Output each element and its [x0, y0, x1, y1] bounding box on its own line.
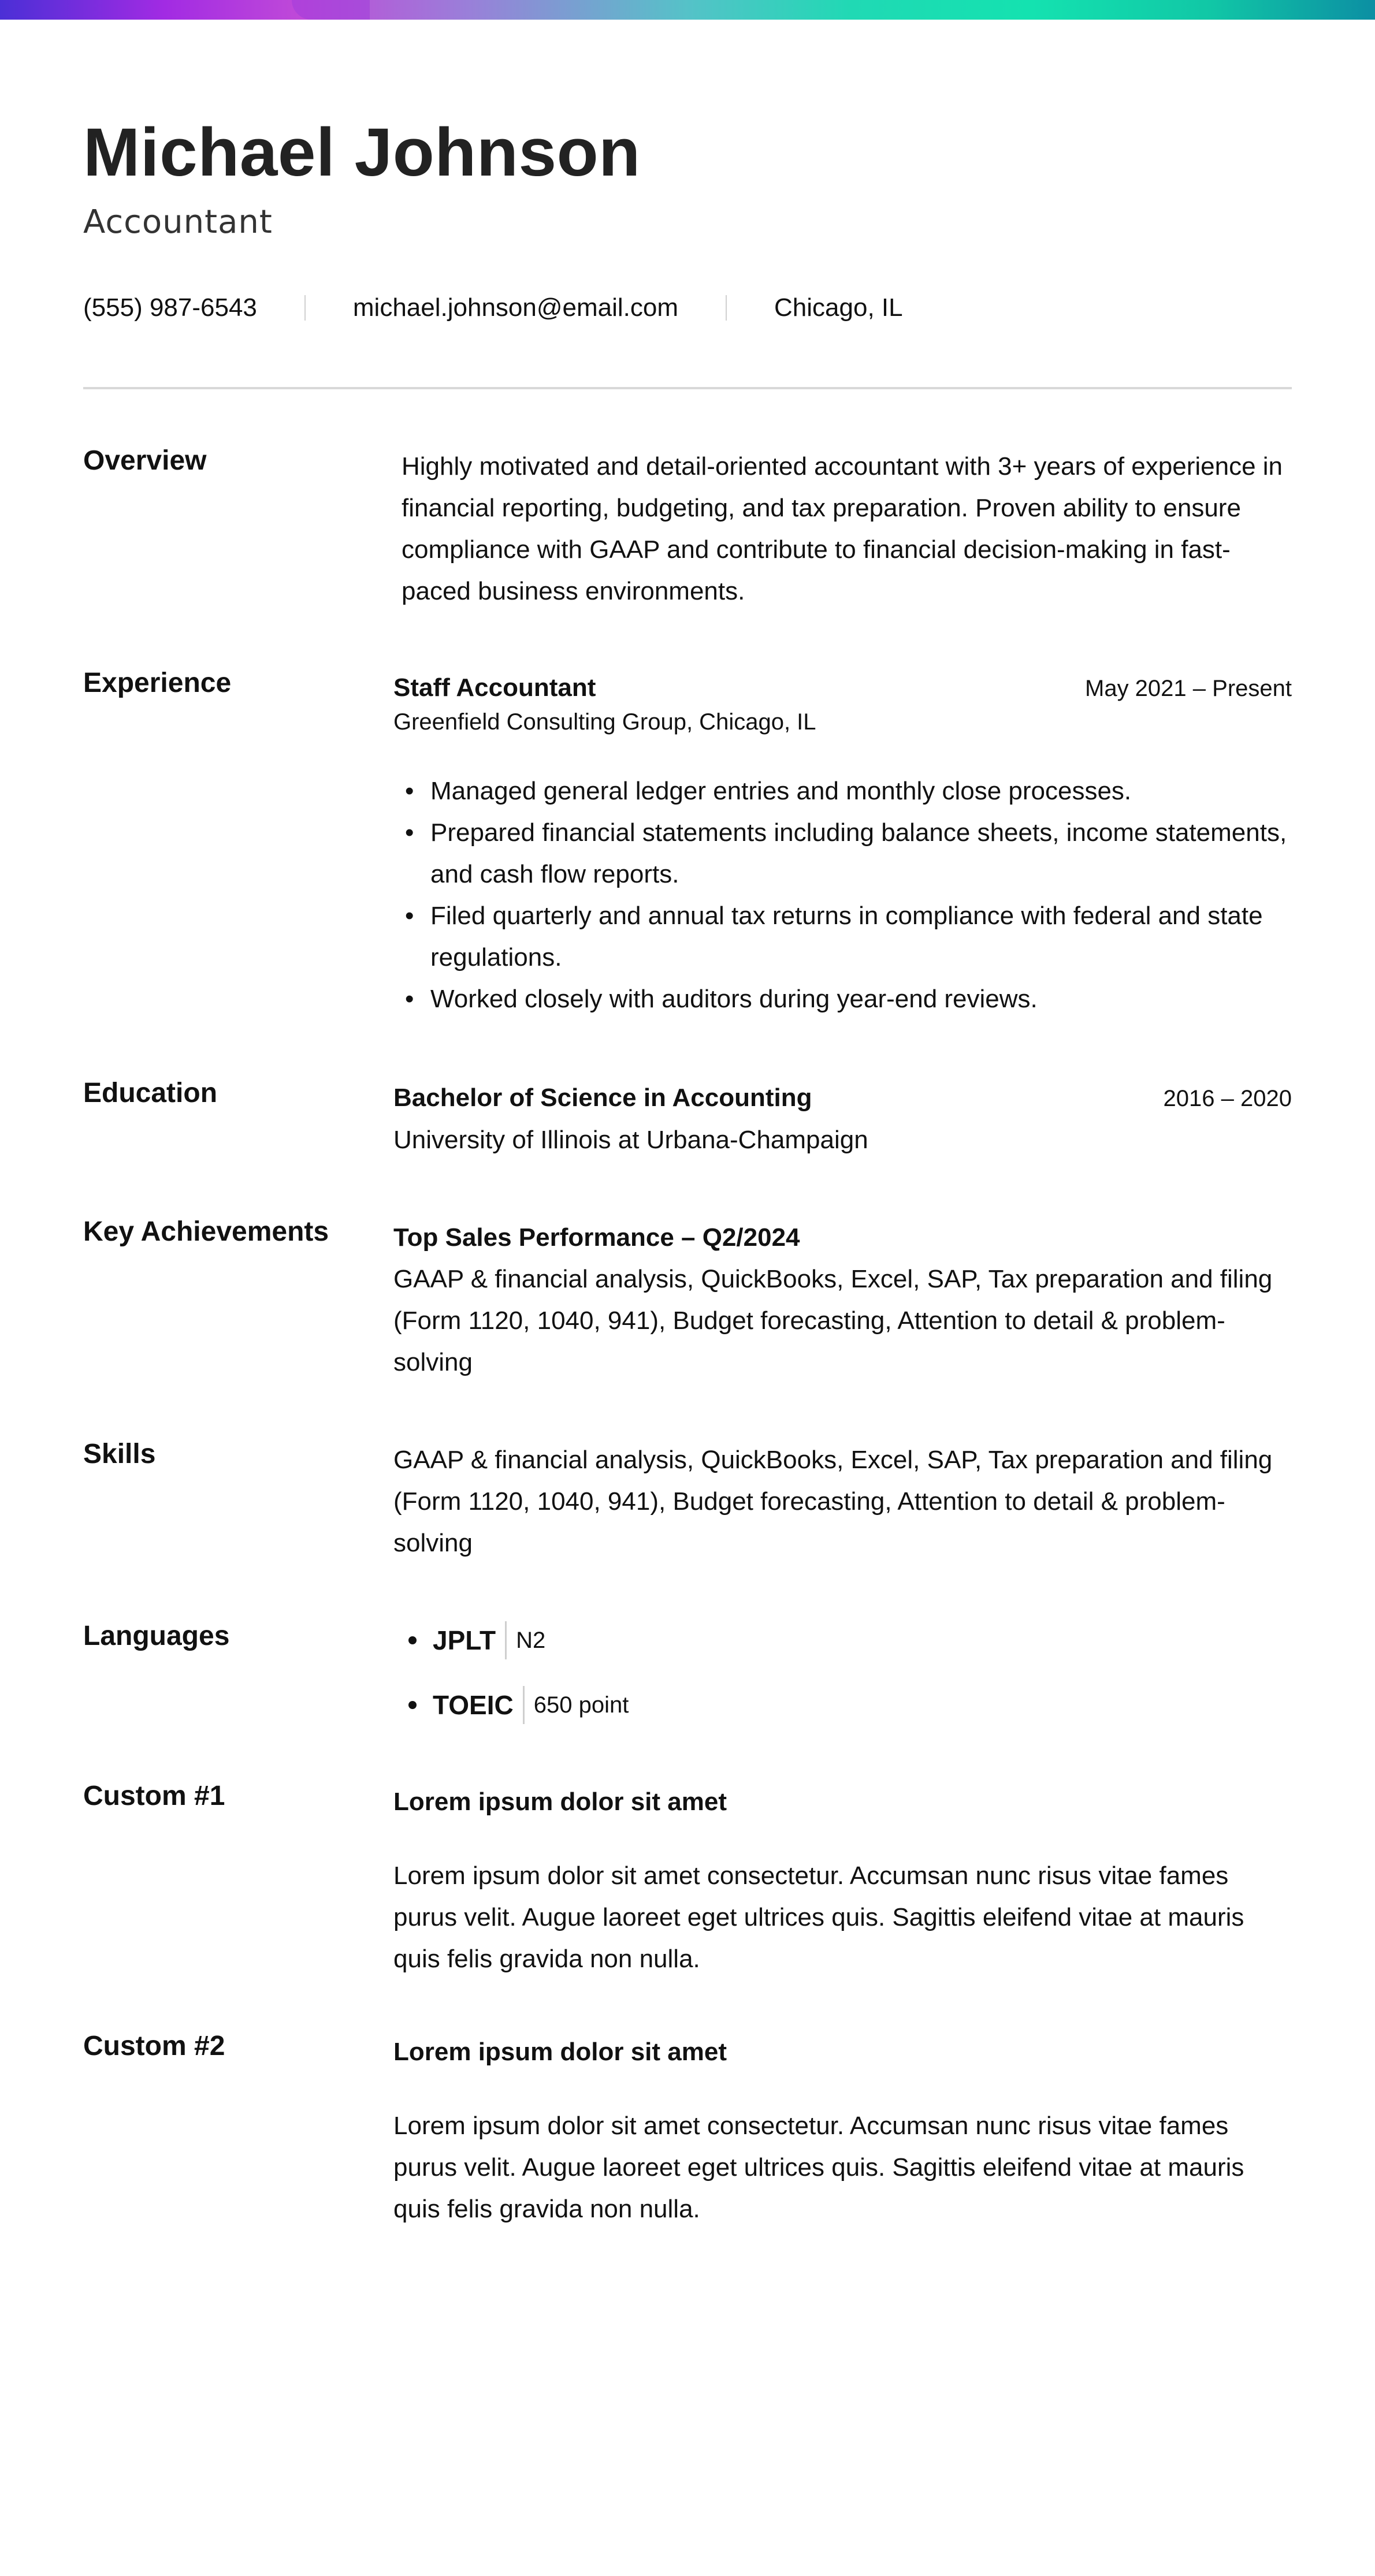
language-level: 650 point: [533, 1692, 629, 1718]
languages-entry: [393, 1620, 1292, 1749]
language-name: JPLT: [433, 1625, 496, 1655]
bullet-icon: •: [405, 818, 414, 847]
bullet-icon: •: [405, 902, 414, 930]
experience-bullets: [393, 770, 1292, 1020]
language-level: N2: [516, 1628, 546, 1653]
section-title-custom-2: Custom #2: [83, 2031, 225, 2061]
overview-text: Highly motivated and detail-oriented accountant with 3+ years of experience in financial reporting, budgeting, and tax preparation. Proven ability to ensure compliance with GAAP and contribute to financial decision-making in fast-paced business environments.: [402, 452, 1283, 605]
school-name: University of Illinois at Urbana-Champaign: [393, 1126, 868, 1154]
list-item: [393, 1620, 1292, 1661]
bullet-icon: [408, 1636, 417, 1644]
section-title-custom-1: Custom #1: [83, 1781, 225, 1811]
experience-header: [393, 667, 1292, 709]
language-name: TOEIC: [433, 1690, 514, 1720]
bullet-text: Filed quarterly and annual tax returns in compliance with federal and state regulations.: [430, 902, 1263, 971]
custom-2-text: Lorem ipsum dolor sit amet consectetur. Accumsan nunc risus vitae fames purus velit. Augue laoreet eget ultrices quis. Sagittis eleifend vitae at mauris quis felis gravida non nulla.: [393, 2112, 1244, 2223]
custom-1-heading: Lorem ipsum dolor sit amet: [393, 1788, 727, 1816]
list-item: [393, 895, 1292, 978]
bullet-text: Managed general ledger entries and monthly close processes.: [430, 777, 1132, 805]
bullet-icon: [408, 1701, 417, 1709]
contact-divider: [304, 295, 306, 321]
custom-2-entry: [393, 2031, 1292, 2230]
education-entry: [393, 1077, 1292, 1161]
bullet-icon: •: [405, 777, 414, 805]
list-item: [393, 978, 1292, 1020]
language-divider: [523, 1686, 525, 1724]
contact-location: Chicago, IL: [774, 293, 903, 322]
custom-1-text: Lorem ipsum dolor sit amet consectetur. Accumsan nunc risus vitae fames purus velit. Augue laoreet eget ultrices quis. Sagittis eleifend vitae at mauris quis felis gravida non nulla.: [393, 1862, 1244, 1973]
list-item: [393, 770, 1292, 812]
job-dates: May 2021 – Present: [1085, 676, 1292, 701]
bullet-icon: •: [405, 985, 414, 1013]
language-divider: [505, 1621, 507, 1659]
contact-phone: (555) 987-6543: [83, 293, 257, 322]
contact-row: [83, 293, 903, 322]
achievement-heading: Top Sales Performance – Q2/2024: [393, 1223, 800, 1252]
section-title-achievements: Key Achievements: [83, 1216, 329, 1247]
custom-1-entry: [393, 1781, 1292, 1980]
list-item: [393, 1684, 1292, 1726]
achievement-text: GAAP & financial analysis, QuickBooks, Excel, SAP, Tax preparation and filing (Form 1120, 1040, 941), Budget forecasting, Attention to detail & problem-solving: [393, 1265, 1273, 1376]
degree-title: Bachelor of Science in Accounting: [393, 1084, 812, 1112]
section-title-experience: Experience: [83, 668, 232, 698]
top-bar-tab: [292, 0, 370, 20]
header-divider: [83, 387, 1292, 389]
company-name: Greenfield Consulting Group, Chicago, IL: [393, 709, 816, 735]
education-dates: 2016 – 2020: [1163, 1086, 1292, 1111]
skills-text: GAAP & financial analysis, QuickBooks, Excel, SAP, Tax preparation and filing (Form 1120, 1040, 941), Budget forecasting, Attention to detail & problem-solving: [393, 1446, 1273, 1557]
candidate-role: Accountant: [83, 203, 273, 241]
top-gradient-bar: [0, 0, 1375, 20]
section-title-skills: Skills: [83, 1439, 156, 1469]
list-item: [393, 812, 1292, 895]
languages-list: [393, 1620, 1292, 1726]
contact-email: michael.johnson@email.com: [352, 293, 679, 322]
section-title-education: Education: [83, 1078, 218, 1108]
custom-2-heading: Lorem ipsum dolor sit amet: [393, 2038, 727, 2066]
achievements-entry: [393, 1217, 1292, 1383]
job-title: Staff Accountant: [393, 673, 596, 702]
section-title-overview: Overview: [83, 445, 207, 476]
experience-entry: [393, 667, 1292, 1020]
candidate-name: Michael Johnson: [83, 114, 641, 191]
bullet-text: Worked closely with auditors during year-end reviews.: [430, 985, 1038, 1013]
section-title-languages: Languages: [83, 1621, 230, 1651]
contact-divider: [726, 295, 727, 321]
education-header: [393, 1077, 1292, 1119]
bullet-text: Prepared financial statements including balance sheets, income statements, and cash flow reports.: [430, 818, 1287, 888]
